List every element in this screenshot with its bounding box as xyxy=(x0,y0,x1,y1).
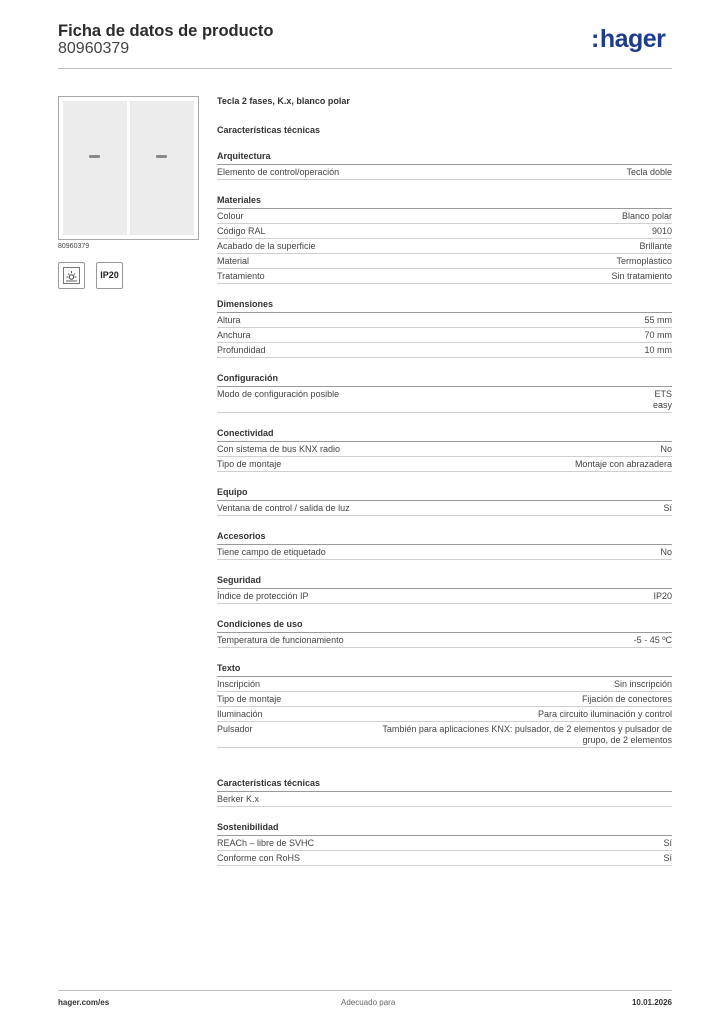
group-heading: Configuración xyxy=(217,373,672,387)
spec-row xyxy=(217,851,672,866)
spec-label: Índice de protección IP xyxy=(217,591,309,601)
spec-row xyxy=(217,313,672,328)
spec-row xyxy=(217,836,672,851)
product-image xyxy=(58,96,199,240)
section-gap xyxy=(217,748,672,763)
header-divider xyxy=(58,68,672,69)
spec-value: Montaje con abrazadera xyxy=(574,459,672,469)
spec-groups xyxy=(217,151,672,748)
spec-row xyxy=(217,328,672,343)
spec-label: Temperatura de funcionamiento xyxy=(217,635,344,645)
spec-label: Código RAL xyxy=(217,226,266,236)
spec-label: Colour xyxy=(217,211,244,221)
spec-label: REACh – libre de SVHC xyxy=(217,838,315,848)
hager-logo[interactable] xyxy=(591,27,665,52)
left-rocker xyxy=(63,101,127,235)
spec-row xyxy=(217,254,672,269)
spec-label: Tratamiento xyxy=(217,271,265,281)
group-heading: Características técnicas xyxy=(217,778,672,792)
spec-label: Anchura xyxy=(217,330,251,340)
group-heading: Sostenibilidad xyxy=(217,822,672,836)
spec-label: Inscripción xyxy=(217,679,261,689)
spec-value: Para circuito iluminación y control xyxy=(537,709,672,719)
spec-value: -5 - 45 ºC xyxy=(633,635,672,645)
group-heading: Accesorios xyxy=(217,531,672,545)
led-indicator xyxy=(89,155,100,158)
spec-row xyxy=(217,792,672,807)
logo-mark: : xyxy=(591,25,599,53)
spec-row xyxy=(217,209,672,224)
spec-row xyxy=(217,343,672,358)
spec-value: No xyxy=(660,444,672,454)
ip-rating-badge: IP20 xyxy=(96,262,123,289)
spec-row xyxy=(217,224,672,239)
spec-row xyxy=(217,165,672,180)
spec-label: Conforme con RoHS xyxy=(217,853,301,863)
spec-value: ETS easy xyxy=(652,389,672,410)
spec-value: Blanco polar xyxy=(621,211,672,221)
spec-label: Berker K.x xyxy=(217,794,260,804)
spec-row xyxy=(217,457,672,472)
spec-label: Ventana de control / salida de luz xyxy=(217,503,350,513)
group-heading: Conectividad xyxy=(217,428,672,442)
group-heading: Materiales xyxy=(217,195,672,209)
spec-value: Sí xyxy=(663,838,672,848)
spec-row xyxy=(217,239,672,254)
spec-value: Sin inscripción xyxy=(613,679,672,689)
spec-label: Acabado de la superficie xyxy=(217,241,316,251)
group-heading: Seguridad xyxy=(217,575,672,589)
right-rocker xyxy=(130,101,194,235)
footer-date: 10.01.2026 xyxy=(631,998,672,1007)
logo-text: hager xyxy=(599,25,666,53)
spec-label: Elemento de control/operación xyxy=(217,167,340,177)
spec-row xyxy=(217,501,672,516)
spec-row xyxy=(217,442,672,457)
spec-value: 10 mm xyxy=(644,345,672,355)
spec-value: Sí xyxy=(663,503,672,513)
group-heading: Condiciones de uso xyxy=(217,619,672,633)
spec-value: Sí xyxy=(663,853,672,863)
spec-label: Pulsador xyxy=(217,724,253,734)
group-heading: Dimensiones xyxy=(217,299,672,313)
spec-row xyxy=(217,589,672,604)
spec-label: Iluminación xyxy=(217,709,263,719)
spec-value: 70 mm xyxy=(644,330,672,340)
image-caption: 80960379 xyxy=(58,243,90,250)
spec-value: Tecla doble xyxy=(626,167,672,177)
spec-row xyxy=(217,269,672,284)
spec-row xyxy=(217,692,672,707)
spec-row xyxy=(217,633,672,648)
page-title: Ficha de datos de producto xyxy=(58,22,274,40)
spec-content xyxy=(217,95,672,866)
spec-row xyxy=(217,677,672,692)
spec-value: 55 mm xyxy=(644,315,672,325)
extra-groups xyxy=(217,778,672,866)
spec-value: Fijación de conectores xyxy=(581,694,672,704)
spec-row xyxy=(217,707,672,722)
section-title: Características técnicas xyxy=(217,125,321,135)
spec-row xyxy=(217,387,672,413)
spec-value: IP20 xyxy=(653,591,672,601)
spec-label: Con sistema de bus KNX radio xyxy=(217,444,341,454)
spec-label: Modo de configuración posible xyxy=(217,389,340,399)
spec-value: Sin tratamiento xyxy=(611,271,672,281)
spec-label: Tipo de montaje xyxy=(217,459,282,469)
spec-label: Material xyxy=(217,256,250,266)
group-heading: Arquitectura xyxy=(217,151,672,165)
spec-label: Tipo de montaje xyxy=(217,694,282,704)
spec-label: Profundidad xyxy=(217,345,266,355)
footer-divider xyxy=(58,990,672,991)
spec-value: Termoplástico xyxy=(616,256,672,266)
product-code: 80960379 xyxy=(58,40,130,57)
group-heading: Texto xyxy=(217,663,672,677)
spec-row xyxy=(217,722,672,748)
led-indicator xyxy=(156,155,167,158)
footer-suitable: Adecuado para xyxy=(341,998,396,1007)
spec-value: No xyxy=(660,547,672,557)
led-lamp-icon xyxy=(58,262,85,289)
product-name: Tecla 2 fases, K.x, blanco polar xyxy=(217,96,350,106)
spec-label: Altura xyxy=(217,315,241,325)
spec-value: 9010 xyxy=(651,226,672,236)
footer-website[interactable]: hager.com/es xyxy=(58,998,110,1007)
spec-label: Tiene campo de etiquetado xyxy=(217,547,326,557)
spec-value: Brillante xyxy=(639,241,672,251)
spec-value: También para aplicaciones KNX: pulsador, de 2 elementos y pulsador de grupo, de 2 elementos xyxy=(382,724,672,745)
spec-row xyxy=(217,545,672,560)
group-heading: Equipo xyxy=(217,487,672,501)
